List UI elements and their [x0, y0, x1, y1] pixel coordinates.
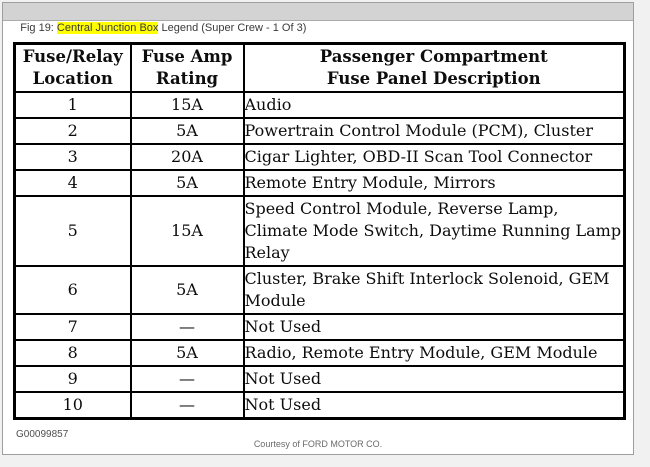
- cell-rating: —: [131, 366, 244, 392]
- cell-location: 3: [15, 144, 131, 170]
- cell-rating: 5A: [131, 118, 244, 144]
- cell-rating: 15A: [131, 92, 244, 118]
- header-line: Fuse Amp: [141, 47, 233, 66]
- cell-rating: 20A: [131, 144, 244, 170]
- table-row: [15, 196, 625, 266]
- col-header-fuse-amp-rating: [131, 44, 244, 93]
- cell-rating: —: [131, 314, 244, 340]
- table-row: [15, 266, 625, 314]
- cell-description: Speed Control Module, Reverse Lamp, Climate Mode Switch, Daytime Running Lamp Relay: [244, 196, 625, 266]
- table-row: [15, 170, 625, 196]
- table-row: [15, 340, 625, 366]
- header-line: Location: [32, 69, 113, 88]
- figure-label: Fig 19:: [20, 22, 57, 34]
- figure-title-suffix: Legend (Super Crew - 1 Of 3): [158, 22, 307, 34]
- cell-location: 2: [15, 118, 131, 144]
- table-row: [15, 118, 625, 144]
- cell-description: Radio, Remote Entry Module, GEM Module: [244, 340, 625, 366]
- cell-rating: 5A: [131, 340, 244, 366]
- cell-location: 5: [15, 196, 131, 266]
- col-header-description: [244, 44, 625, 93]
- cell-description: Cluster, Brake Shift Interlock Solenoid, GEM Module: [244, 266, 625, 314]
- cell-rating: 5A: [131, 266, 244, 314]
- cell-location: 10: [15, 392, 131, 419]
- col-header-fuse-relay-location: [15, 44, 131, 93]
- table-row: [15, 392, 625, 419]
- cell-location: 7: [15, 314, 131, 340]
- cell-location: 6: [15, 266, 131, 314]
- cell-rating: 5A: [131, 170, 244, 196]
- table-row: [15, 92, 625, 118]
- cell-rating: —: [131, 392, 244, 419]
- table-row: [15, 144, 625, 170]
- cell-location: 4: [15, 170, 131, 196]
- figure-title-bar: [3, 3, 633, 34]
- table-row: [15, 366, 625, 392]
- figure-image-code: G00099857: [16, 429, 69, 440]
- cell-location: 9: [15, 366, 131, 392]
- cell-description: Not Used: [244, 392, 625, 419]
- cell-description: Remote Entry Module, Mirrors: [244, 170, 625, 196]
- cell-rating: 15A: [131, 196, 244, 266]
- cell-description: Not Used: [244, 314, 625, 340]
- cell-description: Not Used: [244, 366, 625, 392]
- cell-location: 1: [15, 92, 131, 118]
- fuse-panel-table: [13, 42, 626, 420]
- cell-location: 8: [15, 340, 131, 366]
- cell-description: Powertrain Control Module (PCM), Cluster: [244, 118, 625, 144]
- cell-description: Audio: [244, 92, 625, 118]
- figure-title-highlight: Central Junction Box: [56, 22, 159, 34]
- figure-viewer-panel: [2, 2, 634, 455]
- cell-description: Cigar Lighter, OBD-II Scan Tool Connector: [244, 144, 625, 170]
- header-line: Passenger Compartment: [319, 47, 548, 66]
- header-line: Fuse Panel Description: [326, 69, 541, 88]
- header-line: Fuse/Relay: [22, 47, 123, 66]
- courtesy-note: Courtesy of FORD MOTOR CO.: [253, 439, 383, 449]
- table-header-row: [15, 44, 625, 93]
- table-row: [15, 314, 625, 340]
- header-line: Rating: [155, 69, 219, 88]
